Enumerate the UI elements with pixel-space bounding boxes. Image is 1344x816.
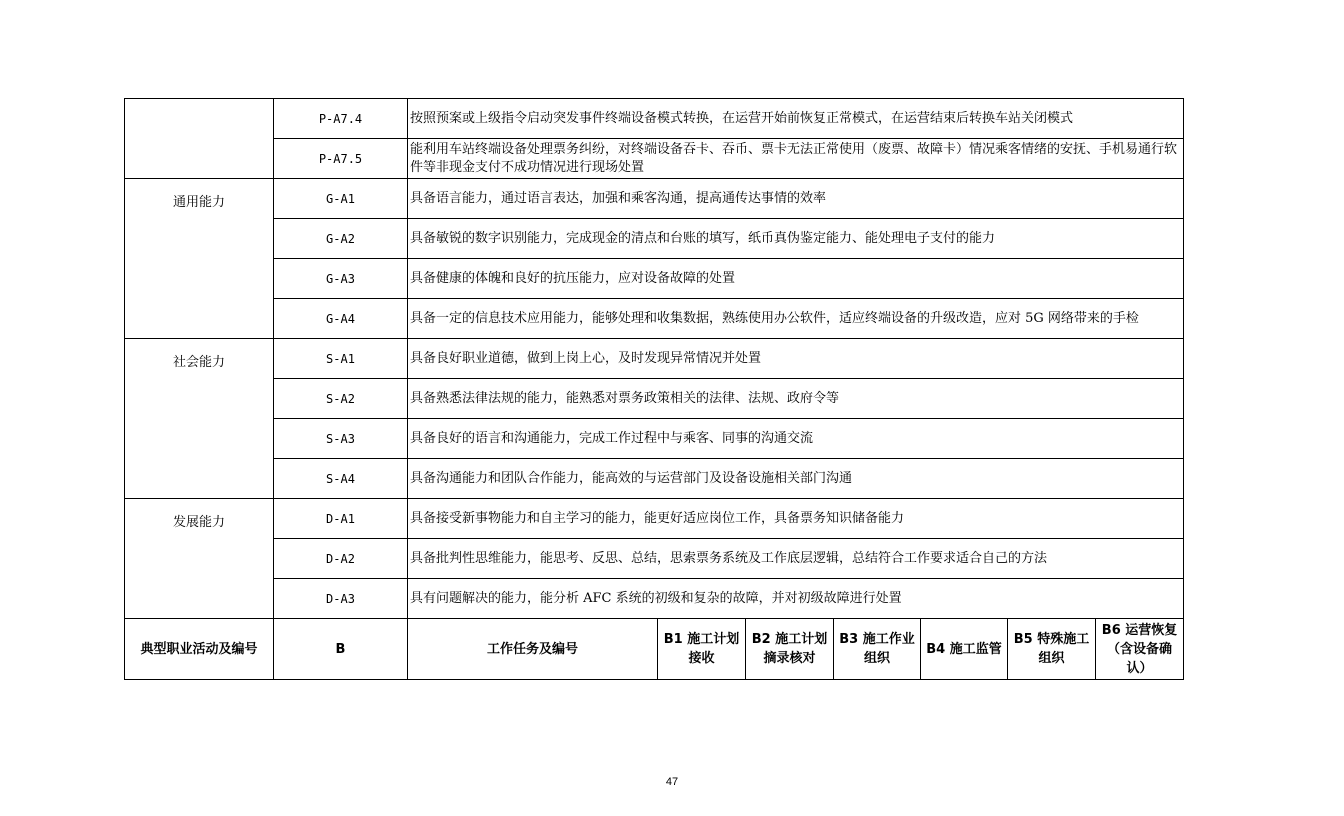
category-cell: 社会能力 (125, 339, 274, 499)
competency-table (124, 98, 1184, 680)
page-number: 47 (665, 776, 679, 788)
table-row (125, 139, 1184, 179)
code-cell: D-A2 (274, 539, 408, 579)
header-b1: B1 施工计划接收 (658, 619, 746, 680)
description-cell: 具备良好的语言和沟通能力，完成工作过程中与乘客、同事的沟通交流 (408, 419, 1184, 459)
table-row (125, 259, 1184, 299)
description-cell: 具备接受新事物能力和自主学习的能力，能更好适应岗位工作，具备票务知识储备能力 (408, 499, 1184, 539)
description-cell: 具备语言能力，通过语言表达，加强和乘客沟通，提高通传达事情的效率 (408, 179, 1184, 219)
code-cell: D-A1 (274, 499, 408, 539)
header-activity: 典型职业活动及编号 (125, 619, 274, 680)
category-cell: 通用能力 (125, 179, 274, 339)
table-row (125, 219, 1184, 259)
table-row (125, 579, 1184, 619)
description-cell: 具备一定的信息技术应用能力，能够处理和收集数据，熟练使用办公软件，适应终端设备的升级改造，应对 5G 网络带来的手检 (408, 299, 1184, 339)
code-cell: S-A3 (274, 419, 408, 459)
header-b4: B4 施工监管 (921, 619, 1008, 680)
header-b3: B3 施工作业组织 (834, 619, 921, 680)
table-row (125, 299, 1184, 339)
description-cell: 具备沟通能力和团队合作能力，能高效的与运营部门及设备设施相关部门沟通 (408, 459, 1184, 499)
table-row (125, 419, 1184, 459)
code-cell: G-A4 (274, 299, 408, 339)
description-cell: 具备良好职业道德，做到上岗上心，及时发现异常情况并处置 (408, 339, 1184, 379)
description-cell: 具备批判性思维能力，能思考、反思、总结，思索票务系统及工作底层逻辑，总结符合工作要求适合自己的方法 (408, 539, 1184, 579)
category-cell-empty (125, 99, 274, 179)
header-code: B (274, 619, 408, 680)
table-row (125, 539, 1184, 579)
table-row (125, 499, 1184, 539)
code-cell: G-A1 (274, 179, 408, 219)
description-cell: 具有问题解决的能力，能分析 AFC 系统的初级和复杂的故障，并对初级故障进行处置 (408, 579, 1184, 619)
code-cell: G-A2 (274, 219, 408, 259)
code-cell: P-A7.5 (274, 139, 408, 179)
code-cell: S-A1 (274, 339, 408, 379)
header-b5: B5 特殊施工组织 (1008, 619, 1096, 680)
description-cell: 能利用车站终端设备处理票务纠纷，对终端设备吞卡、吞币、票卡无法正常使用（废票、故障卡）情况乘客情绪的安抚、手机易通行软件等非现金支付不成功情况进行现场处置 (408, 139, 1184, 179)
description-cell: 按照预案或上级指令启动突发事件终端设备模式转换，在运营开始前恢复正常模式，在运营结束后转换车站关闭模式 (408, 99, 1184, 139)
table-header-row (125, 619, 1184, 680)
table-row (125, 459, 1184, 499)
header-task: 工作任务及编号 (408, 619, 658, 680)
header-b2: B2 施工计划摘录核对 (746, 619, 834, 680)
table-row (125, 179, 1184, 219)
description-cell: 具备熟悉法律法规的能力，能熟悉对票务政策相关的法律、法规、政府令等 (408, 379, 1184, 419)
table-row (125, 99, 1184, 139)
category-cell: 发展能力 (125, 499, 274, 619)
code-cell: D-A3 (274, 579, 408, 619)
code-cell: S-A4 (274, 459, 408, 499)
description-cell: 具备敏锐的数字识别能力，完成现金的清点和台账的填写，纸币真伪鉴定能力、能处理电子支付的能力 (408, 219, 1184, 259)
code-cell: S-A2 (274, 379, 408, 419)
table-row (125, 339, 1184, 379)
code-cell: P-A7.4 (274, 99, 408, 139)
code-cell: G-A3 (274, 259, 408, 299)
table-row (125, 379, 1184, 419)
description-cell: 具备健康的体魄和良好的抗压能力，应对设备故障的处置 (408, 259, 1184, 299)
header-b6: B6 运营恢复（含设备确认） (1096, 619, 1184, 680)
